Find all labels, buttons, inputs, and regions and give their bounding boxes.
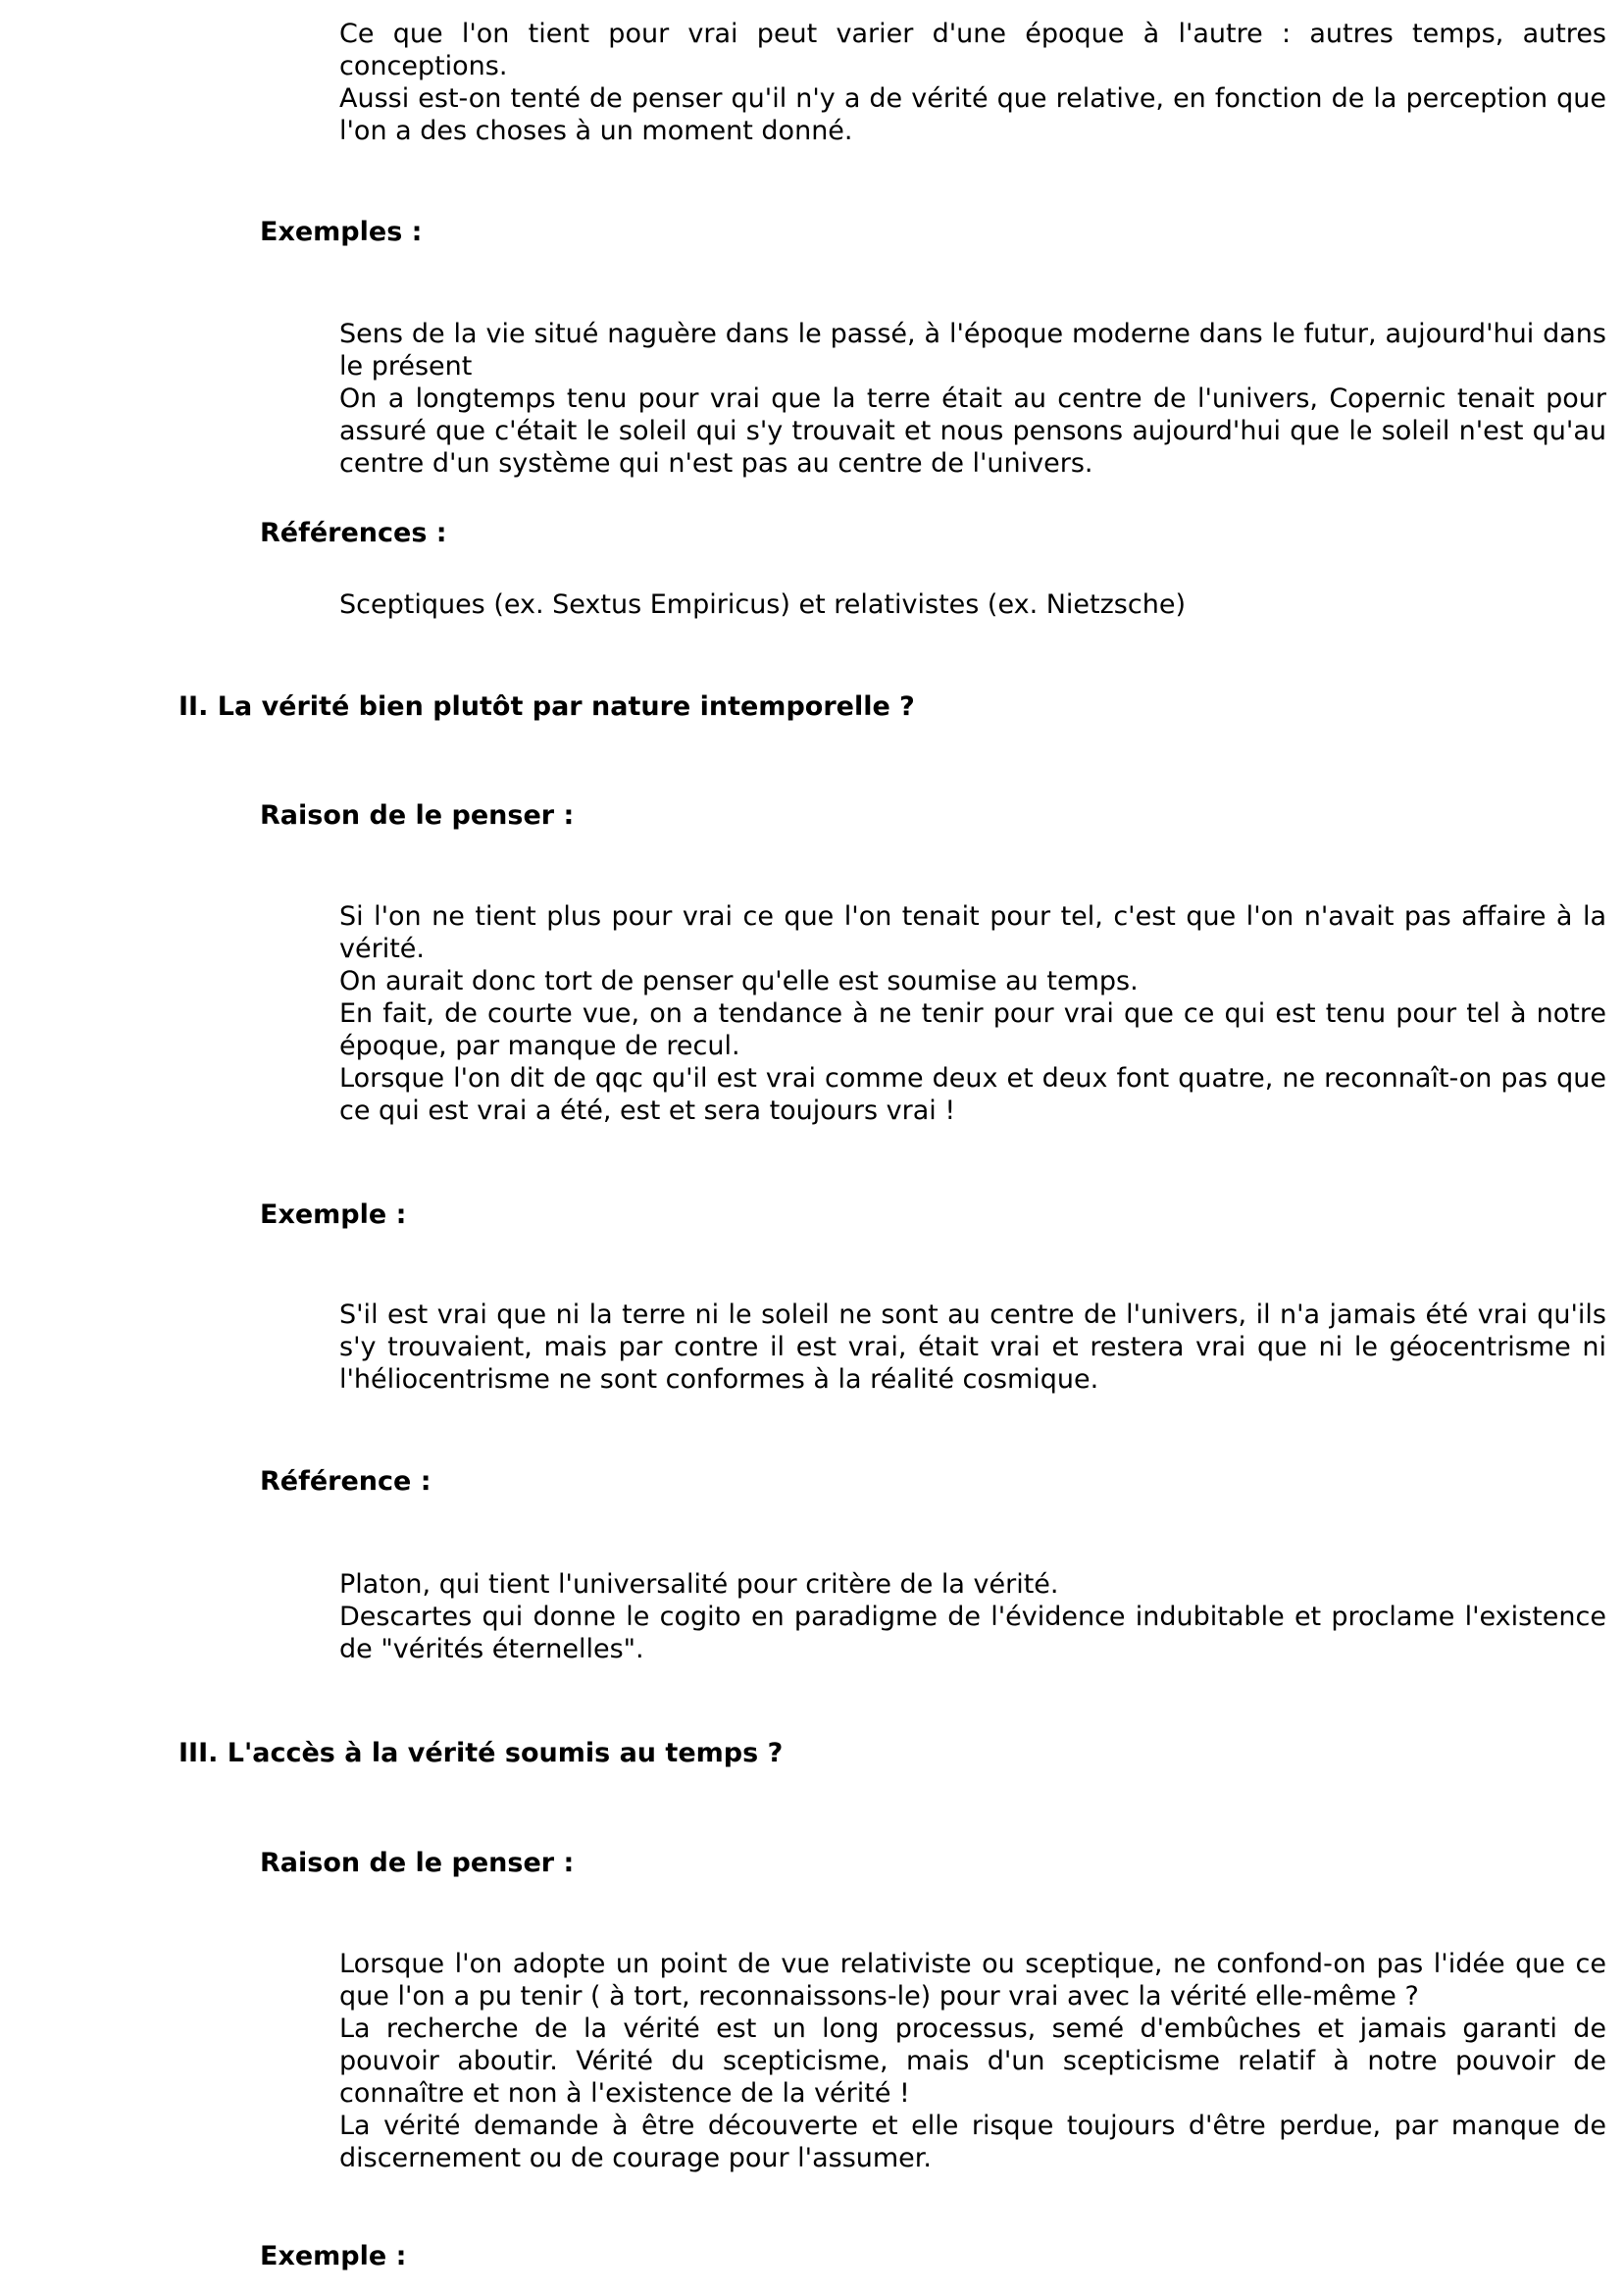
text-line: Sceptiques (ex. Sextus Empiricus) et relativistes (ex. Nietzsche) (339, 589, 1186, 620)
text-line: La vérité demande à être découverte et elle risque toujours d'être perdue, par manque de discernement ou de courage pour l'assumer. (339, 2111, 1606, 2173)
text-line: Lorsque l'on dit de qqc qu'il est vrai comme deux et deux font quatre, ne reconnaît-on pas que ce qui est vrai a été, est et sera toujours vrai ! (339, 1063, 1606, 1126)
text-line: La recherche de la vérité est un long processus, semé d'embûches et jamais garanti de pouvoir aboutir. Vérité du scepticisme, mais d'un scepticisme relatif à notre pouvoir de connaître et non à l'existence de la vérité ! (339, 2014, 1606, 2109)
text-line: Si l'on ne tient plus pour vrai ce que l'on tenait pour tel, c'est que l'on n'avait pas affaire à la vérité. (339, 901, 1606, 964)
reasons-paragraph (339, 900, 1606, 1127)
text-line: Sens de la vie situé naguère dans le passé, à l'époque moderne dans le futur, aujourd'hui dans le présent (339, 319, 1606, 382)
reason-heading: Raison de le penser : (260, 800, 575, 831)
section-2-title: II. La vérité bien plutôt par nature intemporelle ? (178, 691, 915, 722)
example-paragraph (339, 1299, 1606, 1396)
reference-paragraph (339, 1568, 1606, 1665)
text-line: On a longtemps tenu pour vrai que la terre était au centre de l'univers, Copernic tenait pour assuré que c'était le soleil qui s'y trouvait et nous pensons aujourd'hui que le soleil n'est qu'au centre d'un système qui n'est pas au centre de l'univers. (339, 383, 1606, 479)
text-line: En fait, de courte vue, on a tendance à ne tenir pour vrai que ce qui est tenu pour tel à notre époque, par manque de recul. (339, 998, 1606, 1061)
reference-heading: Référence : (260, 1466, 431, 1497)
text-line: Platon, qui tient l'universalité pour critère de la vérité. (339, 1569, 1059, 1600)
text-line: Lorsque l'on adopte un point de vue relativiste ou sceptique, ne confond-on pas l'idée que ce que l'on a pu tenir ( à tort, reconnaissons-le) pour vrai avec la vérité elle-même ? (339, 1949, 1606, 2012)
example-heading: Exemple : (260, 2241, 407, 2271)
reason-heading: Raison de le penser : (260, 1848, 575, 1878)
reasons-paragraph (339, 1948, 1606, 2174)
text-line: On aurait donc tort de penser qu'elle est soumise au temps. (339, 966, 1139, 996)
text-line: Ce que l'on tient pour vrai peut varier d'une époque à l'autre : autres temps, autres conceptions. (339, 19, 1606, 81)
examples-heading: Exemples : (260, 217, 423, 247)
text-line: Descartes qui donne le cogito en paradigme de l'évidence indubitable et proclame l'existence de "vérités éternelles". (339, 1602, 1606, 1664)
references-paragraph (339, 588, 1606, 621)
section-3-title: III. L'accès à la vérité soumis au temps ? (178, 1738, 784, 1768)
examples-paragraph (339, 318, 1606, 480)
text-line: S'il est vrai que ni la terre ni le soleil ne sont au centre de l'univers, il n'a jamais été vrai qu'ils s'y trouvaient, mais par contre il est vrai, était vrai et restera vrai que ni le géocentrisme ni l'héliocentrisme ne sont conformes à la réalité cosmique. (339, 1300, 1606, 1395)
intro-paragraph (339, 18, 1606, 147)
example-heading: Exemple : (260, 1199, 407, 1230)
text-line: Aussi est-on tenté de penser qu'il n'y a de vérité que relative, en fonction de la perception que l'on a des choses à un moment donné. (339, 83, 1606, 146)
references-heading: Références : (260, 518, 447, 548)
